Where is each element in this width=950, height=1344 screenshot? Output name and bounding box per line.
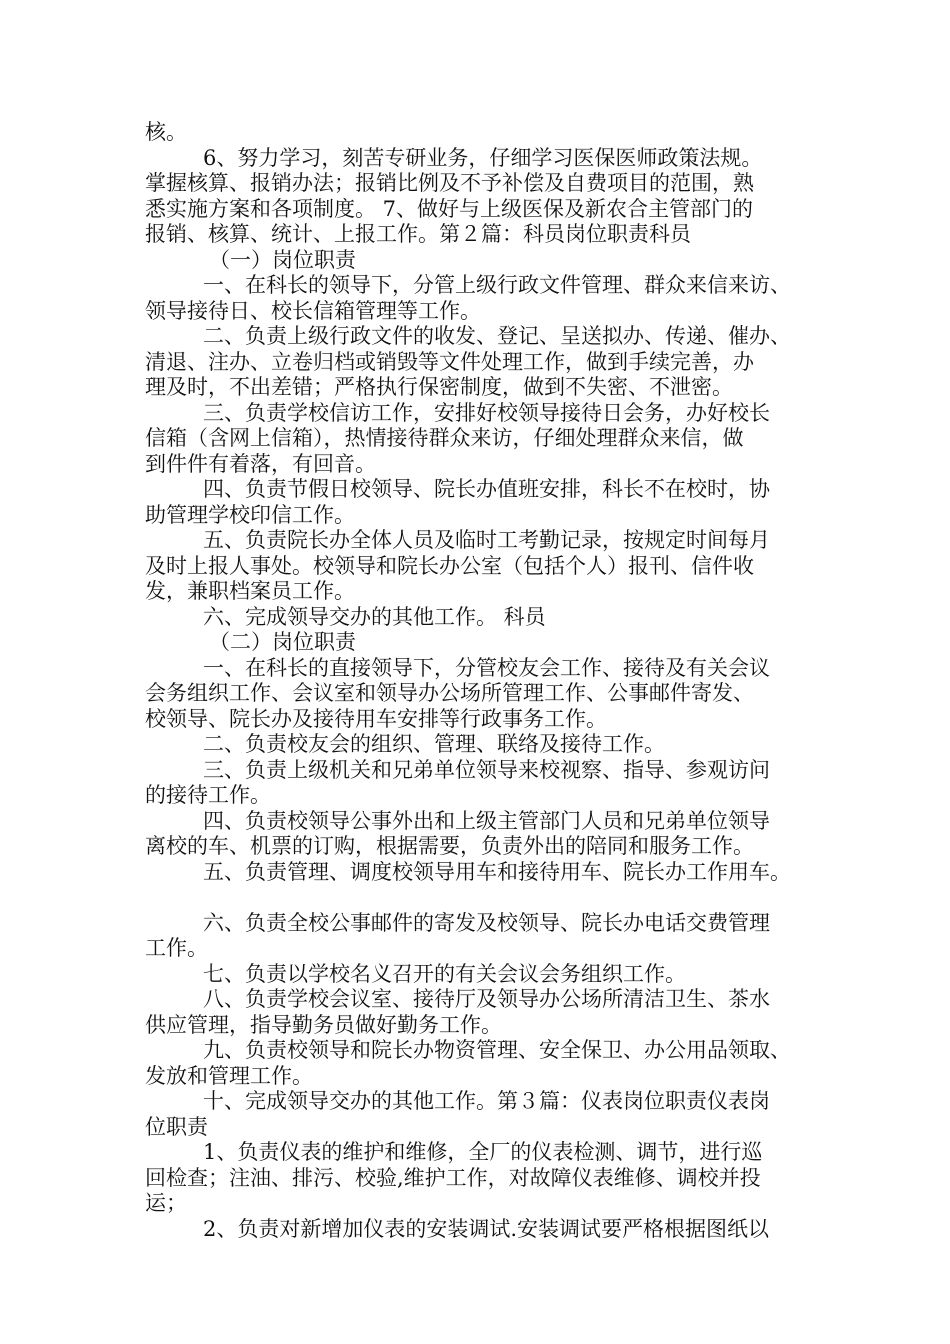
text-line: 九、负责校领导和院长办物资管理、安全保卫、办公用品领取、 — [203, 1038, 791, 1062]
text-line: 6、努力学习，刻苦专研业务，仔细学习医保医师政策法规。 — [203, 145, 763, 170]
text-line: 2、负责对新增加仪表的安装调试.安装调试要严格根据图纸以 — [203, 1216, 770, 1241]
text-line: 一、在科长的直接领导下，分管校友会工作、接待及有关会议 — [203, 655, 770, 680]
text-line: 报销、核算、统计、上报工作。第２篇：科员岗位职责科员 — [145, 222, 691, 246]
text-line: 的接待工作。 — [145, 783, 271, 807]
text-line: 离校的车、机票的订购，根据需要，负责外出的陪同和服务工作。 — [145, 834, 754, 858]
text-line: 二、负责上级行政文件的收发、登记、呈送拟办、传递、催办、 — [203, 324, 791, 348]
text-line: 六、完成领导交办的其他工作。 科员 — [203, 604, 546, 629]
text-line: 回检查；注油、排污、校验,维护工作，对故障仪表维修、调校并投 — [145, 1165, 761, 1190]
text-line: 助管理学校印信工作。 — [145, 502, 355, 527]
text-line: 1、负责仪表的维护和维修，全厂的仪表检测、调节，进行巡 — [203, 1140, 763, 1164]
text-line: 运； — [145, 1191, 187, 1215]
text-line: 八、负责学校会议室、接待厅及领导办公场所清洁卫生、茶水 — [203, 987, 770, 1011]
text-line: 三、负责学校信访工作，安排好校领导接待日会务，办好校长 — [203, 400, 770, 425]
text-line: 位职责 — [145, 1114, 208, 1139]
text-line: 理及时，不出差错；严格执行保密制度，做到不失密、不泄密。 — [145, 375, 733, 399]
text-line: 三、负责上级机关和兄弟单位领导来校视察、指导、参观访问 — [203, 757, 770, 782]
text-line: 五、负责管理、调度校领导用车和接待用车、院长办工作用车。 — [203, 859, 791, 884]
text-line: 核。 — [145, 120, 187, 144]
text-line: 二、负责校友会的组织、管理、联络及接待工作。 — [203, 732, 665, 756]
text-line: 六、负责全校公事邮件的寄发及校领导、院长办电话交费管理 — [203, 910, 770, 935]
text-line: 工作。 — [145, 936, 208, 960]
text-line: 四、负责节假日校领导、院长办值班安排，科长不在校时，协 — [203, 477, 770, 501]
text-line: 掌握核算、报销办法；报销比例及不予补偿及自费项目的范围，熟 — [145, 171, 754, 195]
text-line: 校领导、院长办及接待用车安排等行政事务工作。 — [145, 706, 607, 731]
text-line: 清退、注办、立卷归档或销毁等文件处理工作，做到手续完善，办 — [145, 349, 754, 374]
text-line: 领导接待日、校长信箱管理等工作。 — [145, 298, 481, 323]
document-body — [145, 120, 825, 1242]
text-line: 发放和管理工作。 — [145, 1063, 313, 1088]
text-line: 到件件有着落，有回音。 — [145, 451, 376, 476]
text-line: 七、负责以学校名义召开的有关会议会务组织工作。 — [203, 961, 686, 986]
blank-line — [145, 885, 825, 911]
text-line: 五、负责院长办全体人员及临时工考勤记录，按规定时间每月 — [203, 528, 770, 552]
text-line: 一、在科长的领导下，分管上级行政文件管理、群众来信来访、 — [203, 273, 791, 297]
text-line: 十、完成领导交办的其他工作。第３篇：仪表岗位职责仪表岗 — [203, 1089, 770, 1113]
text-line: 四、负责校领导公事外出和上级主管部门人员和兄弟单位领导 — [203, 808, 770, 833]
text-line: 及时上报人事处。校领导和院长办公室（包括个人）报刊、信件收 — [145, 553, 754, 578]
text-line: 发，兼职档案员工作。 — [145, 579, 355, 603]
text-line: （二）岗位职责 — [209, 630, 356, 654]
text-line: 会务组织工作、会议室和领导办公场所管理工作、公事邮件寄发、 — [145, 681, 754, 705]
text-line: 供应管理，指导勤务员做好勤务工作。 — [145, 1012, 502, 1037]
text-line: （一）岗位职责 — [209, 247, 356, 272]
text-line: 信箱（含网上信箱），热情接待群众来访，仔细处理群众来信，做 — [145, 426, 744, 450]
text-line: 悉实施方案和各项制度。 7、做好与上级医保及新农合主管部门的 — [145, 196, 754, 221]
